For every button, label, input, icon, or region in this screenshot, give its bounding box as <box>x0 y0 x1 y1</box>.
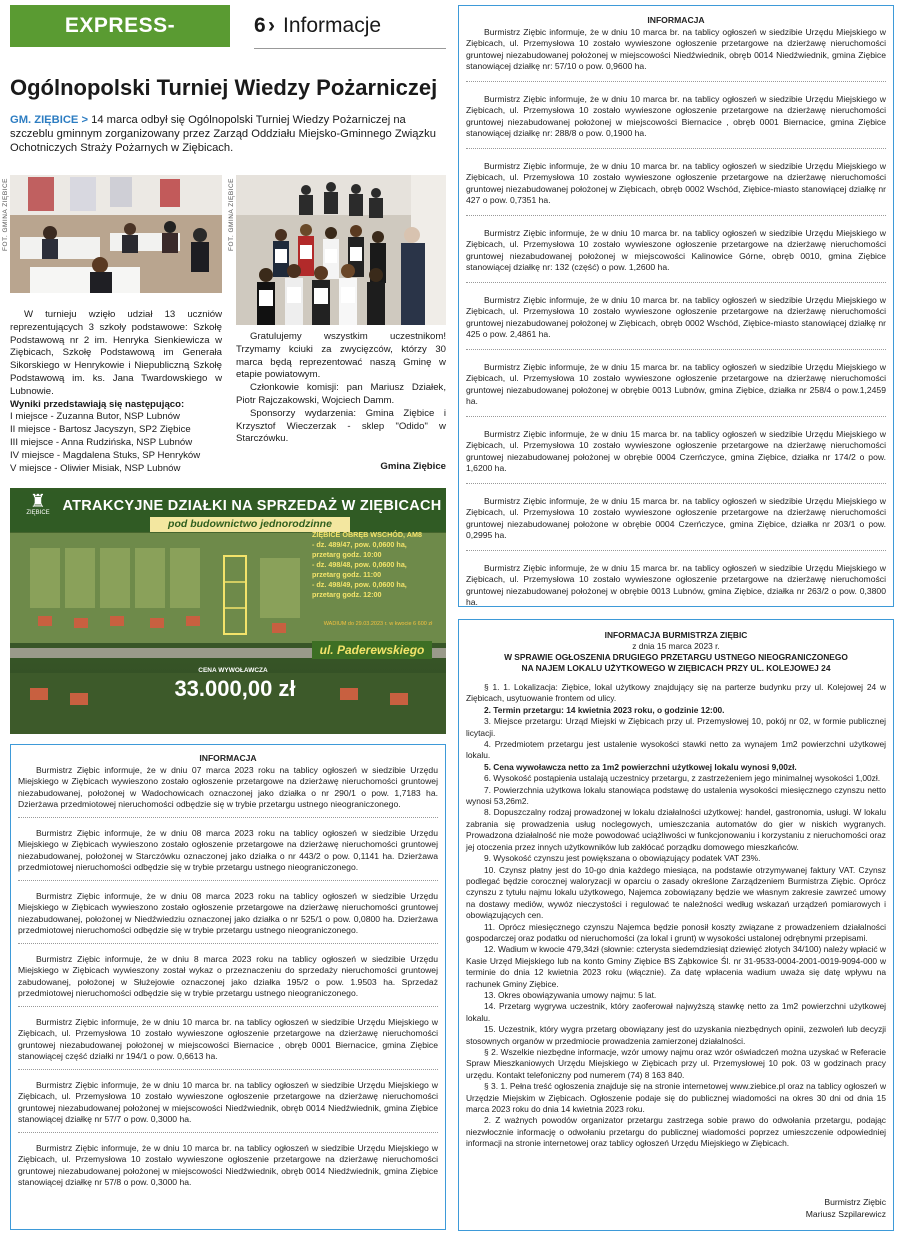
ziebice-logo <box>18 492 58 516</box>
tender-signature <box>700 1196 886 1220</box>
divider <box>466 483 886 484</box>
article-column-right <box>236 331 446 446</box>
divider <box>466 550 886 551</box>
tender-item: 13. Okres obowiązywania umowy najmu: 5 lat. <box>484 989 657 1000</box>
tender-item: 6. Wysokość postąpienia ustalają uczestnicy przetargu, z zastrzeżeniem jego minimalnej wysokości 1,00zł. <box>484 773 881 784</box>
plot-details-heading: ZIĘBICE OBRĘB WSCHÓD, AM8 <box>312 530 422 539</box>
plot-line-6: przetarg godz. 12:00 <box>312 590 382 599</box>
article-lead <box>10 113 446 155</box>
divider <box>18 943 438 944</box>
plot-line-1: - dz. 489/47, pow. 0,0600 ha, <box>312 540 407 549</box>
signature-name: Mariusz Szpilarewicz <box>805 1209 886 1219</box>
tender-item: 2. Termin przetargu: 14 kwietnia 2023 roku, o godzinie 12:00. <box>484 704 725 715</box>
divider <box>18 880 438 881</box>
divider <box>466 148 886 149</box>
left-info-content <box>18 753 438 1189</box>
tender-item: 7. Powierzchnia użytkowa lokalu stanowiąca podstawę do ustalenia wysokości miesięcznego czynszu netto wynosi 53,26m2. <box>466 784 886 807</box>
left-info-item-4: Burmistrz Ziębic informuje, że w dniu 8 marca 2023 roku na tablicy ogłoszeń w siedzibie Urzędu Miejskiego w Ziębicach wywieszony został wykaz o przeznaczeniu do sprzedaży nieruchomości gruntowej zabudowanej, położonej w Służejowie oznaczonej jako działka 195/2 o pow. 1.9503 ha. Sprzedaż przedmiotowej nieruchomości odbędzie się w trybie przetargu ustnego nieograniczonego. <box>18 953 438 998</box>
left-info-title: INFORMACJA <box>199 753 257 763</box>
divider <box>466 215 886 216</box>
tender-item: § 3. 1. Pełna treść ogłoszenia znajduje się na stronie internetowej www.ziebice.pl oraz na tablicy ogłoszeń w Urzędzie Miejskim w Ziębicach. Ogłoszenie podaje się do publicznej wiadomości na okres 30 dni od dnia 15 marca 2023 roku do dnia 14 kwietnia 2023 roku. <box>466 1081 886 1115</box>
tender-item: 9. Wysokość czynszu jest powiększana o obowiązujący podatek VAT 23%. <box>484 853 761 864</box>
ad-plot-details <box>308 528 438 618</box>
photo-credit-1: FOT. GMINA ZIĘBICE <box>2 178 9 251</box>
ad-title: ATRAKCYJNE DZIAŁKI NA SPRZEDAŻ W ZIĘBICACH <box>62 498 442 514</box>
left-info-item-1: Burmistrz Ziębic informuje, że w dniu 07 marca 2023 roku na tablicy ogłoszeń w siedzibie Urzędu Miejskiego w Ziębicach wywieszono zostało ogłoszenie przetargowe na dzierżawę nieruchomości gruntowej niezabudowanej, położonej w Wadochowicach oznaczonej jako działka o nr 290/1 o pow. 1,7183 ha. Dzierżawa przedmiotowej nieruchomości odbędzie się w trybie przetargu ustnego nieograniczonego. <box>18 764 438 809</box>
plot-line-3: - dz. 498/48, pow. 0,0600 ha, <box>312 560 407 569</box>
right-info-item-2: Burmistrz Ziębic informuje, że w dniu 10 marca br. na tablicy ogłoszeń w siedzibie Urzędu Miejskiego w Ziębicach, ul. Przemysłowa 10 zostało wywieszone ogłoszenie przetargowe na dzierżawę nieruchomości gruntowej niezabudowanej położonej w miejscowości Biernacice , obręb 0001 Biernacice, gmina Ziębice stanowiącej działkę nr: 288/8 o pow. 0,1900 ha. <box>466 93 886 138</box>
right-info-item-9: Burmistrz Ziębic informuje, że w dniu 15 marca br. na tablicy ogłoszeń w siedzibie Urzędu Miejskiego w Ziębicach, ul. Przemysłowa 10 zostało wywieszone ogłoszenie przetargowe na dzierżawę nieruchomości gruntowej niezabudowanej położonej w obrębie 0013 Lubnów, gmina Ziębice, działka nr 263/2 o pow. 0,3800 ha. <box>466 562 886 607</box>
left-info-item-5: Burmistrz Ziębic informuje, że w dniu 10 marca br. na tablicy ogłoszeń w siedzibie Urzędu Miejskiego w Ziębicach, ul. Przemysłowa 10 zostało wywieszone ogłoszenie przetargowe na dzierżawę nieruchomości gruntowej niezabudowanej położonej w miejscowości Biernacice , obręb 0001 Biernacice, gmina Ziębice stanowiącej część działki nr 194/1 o pow. 0,6613 ha. <box>18 1016 438 1061</box>
divider <box>18 1006 438 1007</box>
classroom-photo-image <box>10 175 222 293</box>
result-4: IV miejsce - Magdalena Stuks, SP Henryków <box>10 449 201 461</box>
tender-subject-2: NA NAJEM LOKALU UŻYTKOWEGO W ZIĘBICACH PRZY UL. KOLEJOWEJ 24 <box>521 663 831 673</box>
divider <box>18 1069 438 1070</box>
tender-item: 8. Dopuszczalny rodzaj prowadzonej w lokalu działalności użytkowej: handel, gastronomia, usługi. W lokalu zabrania się prowadzenia usług noclegowych, umieszczania automatów do gier w niskich wygranych. Prowadzona działalność nie może powodować uciążliwości w funkcjonowaniu i korzystaniu z nieruchomości oraz jej otoczenia przez innych użytkowników lub zakłócać porządku domowego mieszkańców. <box>466 807 886 852</box>
tender-item: 5. Cena wywoławcza netto za 1m2 powierzchni użytkowej lokalu wynosi 9,00zł. <box>484 761 797 772</box>
divider <box>18 1132 438 1133</box>
right-info-item-4: Burmistrz Ziębic informuje, że w dniu 10 marca br. na tablicy ogłoszeń w siedzibie Urzędu Miejskiego w Ziębicach, ul. Przemysłowa 10 zostało wywieszone ogłoszenie przetargowe na dzierżawę nieruchomości gruntowej niezabudowanej położonej w miejscowości Kalinowice Górne, obręb 0010, gmina Ziębice stanowiącej działkę nr: 132 (część) o pow. 1,2600 ha. <box>466 227 886 272</box>
article-paragraph-4: Sponsorzy wydarzenia: Gmina Ziębice i Krzysztof Wieczerzak - sklep "Odido" w Starczówku. <box>236 407 446 445</box>
divider <box>466 416 886 417</box>
tender-item: 14. Przetarg wygrywa uczestnik, który zaoferował najwyższą stawkę netto za 1m2 powierzchni użytkowej lokalu. <box>466 1001 886 1023</box>
left-info-item-6: Burmistrz Ziębic informuje, że w dniu 10 marca br. na tablicy ogłoszeń w siedzibie Urzędu Miejskiego w Ziębicach, ul. Przemysłowa 10 zostało wywieszone ogłoszenie przetargowe na dzierżawę nieruchomości gruntowej niezabudowanej położonej w miejscowości Niedźwiednik, obręb 0014 Niedźwiednik, gmina Ziębice stanowiącej działkę nr 57/7 o pow. 0,3000 ha. <box>18 1079 438 1124</box>
article-paragraph-2: Gratulujemy wszystkim uczestnikom! Trzymamy kciuki za zwycięzców, którzy 30 marca będą reprezentować naszą Gminę w etapie powiatowym. <box>236 331 446 381</box>
right-info-item-3: Burmistrz Ziębic informuje, że w dniu 10 marca br. na tablicy ogłoszeń w siedzibie Urzędu Miejskiego w Ziębicach, ul. Przemysłowa 10 zostało wywieszone ogłoszenie przetargowe na dzierżawę nieruchomości gruntowej niezabudowanej położonej w Ziębicach, obręb 0002 Wschód, Ziębice-miasto stanowiącej działkę nr 427 o pow. 0,7351 ha. <box>466 160 886 205</box>
article-paragraph-3: Członkowie komisji: pan Mariusz Działek, Piotr Rajczakowski, Wojciech Damm. <box>236 382 446 406</box>
right-info-item-6: Burmistrz Ziębic informuje, że w dniu 15 marca br. na tablicy ogłoszeń w siedzibie Urzędu Miejskiego w Ziębicach, ul. Przemysłowa 10 zostało wywieszone ogłoszenie przetargowe na dzierżawę nieruchomości gruntowej niezabudowanej położonej w obrębie 0013 Lubnów, gmina Ziębice, działka nr 258/4 o pow.1,2459 ha. <box>466 361 886 406</box>
divider <box>466 282 886 283</box>
crest-icon: ♜ <box>29 491 47 511</box>
group-photo-image <box>236 175 446 325</box>
section-arrow-icon: › <box>268 14 275 37</box>
ad-subtitle: pod budownictwo jednorodzinne <box>150 517 350 532</box>
tender-item: 2. Z ważnych powodów organizator przetargu zastrzega sobie prawo do odwołania przetargu, podając niezwłocznie informację o odwołaniu przetargu do publicznej wiadomości poprzez umieszczenie odpowiedniej informacji na stronie internetowej oraz tablicy ogłoszeń Urzędu Miejskiego w Ziębicach. <box>466 1115 886 1149</box>
article-title: Ogólnopolski Turniej Wiedzy Pożarniczej <box>10 75 438 100</box>
tender-item: 15. Uczestnik, który wygra przetarg obowiązany jest do uzyskania niezbędnych opinii, zezwoleń lub decyzji stosownych organów w przedmiocie prowadzenia zamierzonej działalności. <box>466 1024 886 1046</box>
right-info-title: INFORMACJA <box>647 15 705 25</box>
ad-price: 33.000,00 zł <box>174 676 296 701</box>
article-paragraph-1: W turnieju wzięło udział 13 uczniów reprezentujących 3 szkoły podstawowe: Szkołę Podstawową nr 2 im. Henryka Sienkiewicza w Ziębicach, Szkołę Podstawową im Generała Sikorskiego w Henrykowie i Niepubliczną Szkołę Podstawową im. ks. Jana Twardowskiego w Lubnowie. <box>10 309 222 397</box>
ad-deposit-note: WADIUM do 29.03.2023 r. w kwocie 6 600 zł <box>323 621 433 627</box>
right-info-item-8: Burmistrz Ziębic informuje, że w dniu 15 marca br. na tablicy ogłoszeń w siedzibie Urzędu Miejskiego w Ziębicach, ul. Przemysłowa 10 zostało wywieszone ogłoszenie przetargowe na dzierżawę nieruchomości gruntowej niezabudowanej położone w obrębie 0004 Czerńczyce, gmina Ziębice, działka nr 203/1 o pow. 0,2995 ha. <box>466 495 886 540</box>
right-info-item-7: Burmistrz Ziębic informuje, że w dniu 15 marca br. na tablicy ogłoszeń w siedzibie Urzędu Miejskiego w Ziębicach, ul. Przemysłowa 10 zostało wywieszone ogłoszenie przetargowe na dzierżawę nieruchomości gruntowej niezabudowanej położonej w obrębie 0004 Czerńczyce, gmina Ziębice, działka nr 174/2 o pow. 1,6200 ha. <box>466 428 886 473</box>
divider <box>18 817 438 818</box>
tender-item: 3. Miejsce przetargu: Urząd Miejski w Ziębicach przy ul. Przemysłowej 10, pokój nr 02, w formie publicznej licytacji. <box>466 716 886 738</box>
ad-street-label: ul. Paderewskiego <box>312 641 432 659</box>
left-info-item-7: Burmistrz Ziębic informuje, że w dniu 10 marca br. na tablicy ogłoszeń w siedzibie Urzędu Miejskiego w Ziębicach, ul. Przemysłowa 10 zostało wywieszone ogłoszenie przetargowe na dzierżawę nieruchomości gruntowej niezabudowanej położonej w miejscowości Niedźwiednik, obręb 0014 Niedźwiednik, gmina Ziębice stanowiącej działkę nr 57/8 o pow. 0,3000 ha. <box>18 1142 438 1187</box>
tender-date: z dnia 15 marca 2023 r. <box>632 641 720 651</box>
photo-classroom <box>10 175 222 293</box>
divider <box>466 349 886 350</box>
tender-subject-1: W SPRAWIE OGŁOSZENIA DRUGIEGO PRZETARGU USTNEGO NIEOGRANICZONEGO <box>504 652 848 662</box>
article-signature: Gmina Ziębice <box>380 461 446 472</box>
article-column-left <box>10 309 222 475</box>
plot-line-4: przetarg godz. 11:00 <box>312 570 382 579</box>
photo-credit-2: FOT. GMINA ZIĘBICE <box>228 178 235 251</box>
site-brand-logo[interactable]: EXPRESS-MIEJSKI.PL <box>10 5 230 47</box>
tender-item: § 1. 1. Lokalizacja: Ziębice, lokal użytkowy znajdujący się na parterze budynku przy ul. Kolejowej 24 w Ziębicach, usytuowanie frontem od ulicy. <box>466 682 886 704</box>
ad-price-label: CENA WYWOŁAWCZA <box>198 667 268 674</box>
section-name: Informacje <box>283 14 382 37</box>
plot-line-5: - dz. 498/49, pow. 0,0600 ha, <box>312 580 407 589</box>
tender-item: 10. Czynsz płatny jest do 10-go dnia każdego miesiąca, na podstawie otrzymywanej faktury VAT. Czynsz podlegać będzie corocznej waloryzacji w oparciu o zasady określone Zarządzeniem Burmistrza Ziębic. Oprócz czynszu z tytułu najmu lokalu użytkowego, Najemca zobowiązany będzie we własnym zakresie zawrzeć umowy na dostawy mediów, wywóz nieczystości i regulować te należności według wskazań urządzeń pomiarowych i obowiązujących cen. <box>466 864 886 921</box>
page-number: 6 <box>254 14 266 37</box>
tender-item: 4. Przedmiotem przetargu jest ustalenie wysokości stawki netto za wynajem 1m2 powierzchni użytkowej lokalu. <box>466 739 886 761</box>
left-info-item-3: Burmistrz Ziębic informuje, że w dniu 08 marca 2023 roku na tablicy ogłoszeń w siedzibie Urzędu Miejskiego w Ziębicach wywieszono zostało ogłoszenie przetargowe na dzierżawę nieruchomości gruntowej niezabudowanej, położonej w Niedźwiedziu oznaczonej jako działka o nr 525/1 o pow. 0,0800 ha. Dzierżawa przedmiotowej nieruchomości odbędzie się w trybie przetargu ustnego nieograniczonego. <box>18 890 438 935</box>
article-lead-text: 14 marca odbył się Ogólnopolski Turniej Wiedzy Pożarniczej na szczeblu gminnym zorganizowany przez Zarząd Oddziału Miejsko-Gminnego Związku Ochotniczych Straży Pożarnych w Ziębicach. <box>10 114 436 154</box>
plot-line-2: przetarg godz. 10:00 <box>312 550 382 559</box>
article-location: GM. ZIĘBICE > <box>10 114 89 126</box>
photo-group <box>236 175 446 325</box>
right-info-item-5: Burmistrz Ziębic informuje, że w dniu 10 marca br. na tablicy ogłoszeń w siedzibie Urzędu Miejskiego w Ziębicach, ul. Przemysłowa 10 zostało wywieszone ogłoszenie przetargowe na dzierżawę nieruchomości gruntowej niezabudowanej położonej w Ziębicach, obręb 0002 Wschód, Ziębice-miasto stanowiącej działkę nr 425 o pow. 2,4861 ha. <box>466 294 886 339</box>
tender-title: INFORMACJA BURMISTRZA ZIĘBIC <box>604 630 748 640</box>
left-info-item-2: Burmistrz Ziębic informuje, że w dniu 08 marca 2023 roku na tablicy ogłoszeń w siedzibie Urzędu Miejskiego w Ziębicach wywieszono zostało ogłoszenie przetargowe na dzierżawę nieruchomości gruntowej niezabudowanej, położonej w Starczówku oznaczonej jako działka o nr 443/2 o pow. 0,1141 ha. Dzierżawa przedmiotowej nieruchomości odbędzie się w trybie przetargu ustnego nieograniczonego. <box>18 827 438 872</box>
result-3: III miejsce - Anna Rudzińska, NSP Lubnów <box>10 436 193 448</box>
result-5: V miejsce - Oliwier Misiak, NSP Lubnów <box>10 462 181 474</box>
tender-item: § 2. Wszelkie niezbędne informacje, wzór umowy najmu oraz wzór oświadczeń można uzyskać w Referacie Spraw Mieszkaniowych Urzędu Miejskiego w Ziębicach przy ul. Przemysłowej 10 pok. 03 w godzinach pracy urzędu. Kontakt telefoniczny pod numerem (74) 8 163 840. <box>466 1047 886 1080</box>
result-2: II miejsce - Bartosz Jacyszyn, SP2 Ziębice <box>10 424 191 436</box>
right-info-item-1: Burmistrz Ziębic informuje, że w dniu 10 marca br. na tablicy ogłoszeń w siedzibie Urzędu Miejskiego w Ziębicach, ul. Przemysłowa 10 zostało wywieszone ogłoszenie przetargowe na dzierżawę nieruchomości gruntowej niezabudowanej położonej w miejscowości Niedźwiednik, obręb 0014 Niedźwiednik, gmina Ziębice stanowiącej działkę nr: 57/10 o pow. 0,9600 ha. <box>466 26 886 71</box>
divider <box>466 81 886 82</box>
tender-content <box>466 630 886 1150</box>
tender-item: 12. Wadium w kwocie 479,34zł (słownie: czterysta siedemdziesiąt dziewięć złotych 34/100) należy wpłacić w Kasie Urzęd Miejskiego lub na konto Gminy Ziębice BS Ząbkowice Śl. nr 31-9533-0004-2001-0019-9094-000 w terminie do dnia 12 kwietnia 2023 roku (włącznie). Za datę wpłacenia wadium uważa się datę wpływu na rachunek Gminy Ziębice. <box>466 944 886 989</box>
signature-title: Burmistrz Ziębic <box>824 1197 886 1207</box>
right-info-content <box>466 15 886 609</box>
result-1: I miejsce - Zuzanna Butor, NSP Lubnów <box>10 411 180 423</box>
results-heading: Wyniki przedstawiają się następująco: <box>10 398 185 410</box>
logo-text: ZIĘBICE <box>26 510 50 516</box>
header-divider <box>254 48 446 49</box>
tender-item: 11. Oprócz miesięcznego czynszu Najemca będzie ponosił koszty związane z prowadzeniem działalności gospodarczej oraz podatku od nieruchomości (za lokal i grunt) w wysokości ustalonej odrębnymi przepisami. <box>466 921 886 943</box>
